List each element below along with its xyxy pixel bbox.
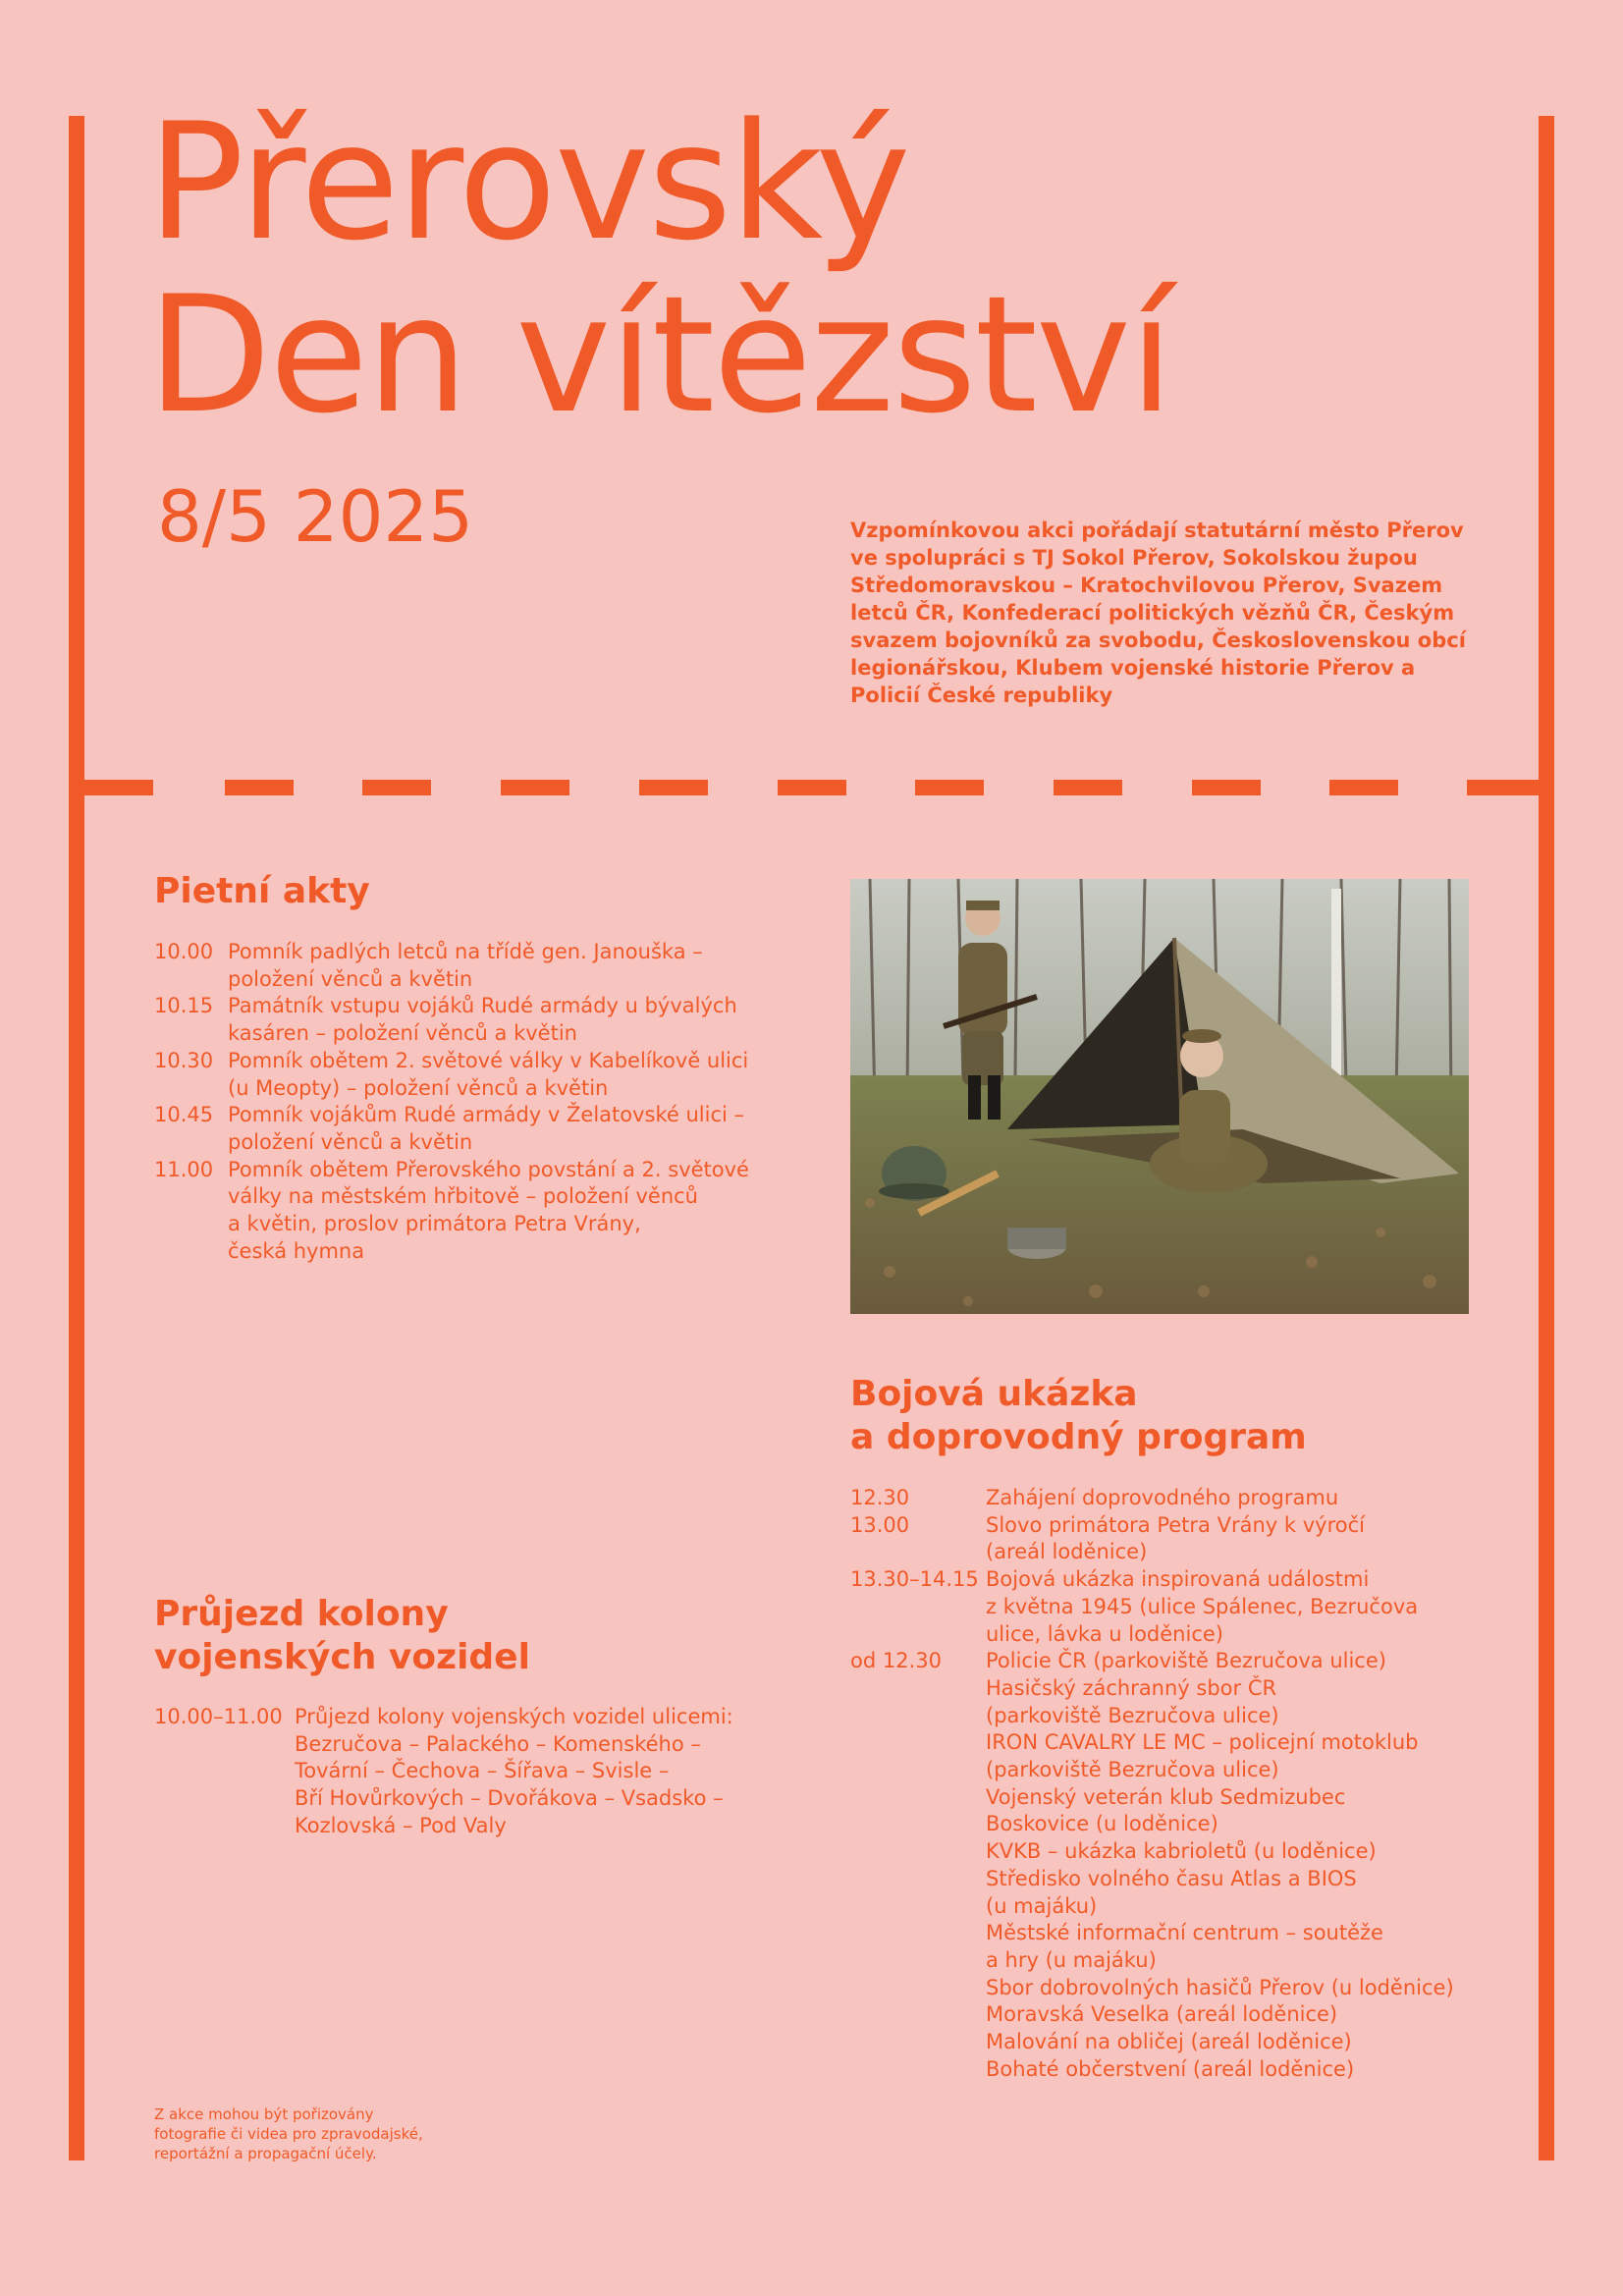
kolona-heading <box>154 1593 530 1679</box>
schedule-time: 10.45 <box>154 1103 214 1127</box>
organizers-text: Vzpomínkovou akci pořádají statutární město Přerov ve spolupráci s TJ Sokol Přerov, Sokolskou župou Středomoravskou – Kratochvilovou Přerov, Svazem letců ČR, Konfederací politických vězňů ČR, Českým svazem bojovníků za svobodu, Československou obcí legionářskou, Klubem vojenské historie Přerov a Policií České republiky <box>850 519 1466 707</box>
divider-dash <box>1192 780 1261 795</box>
schedule-text: Pomník vojákům Rudé armády v Želatovské ulici – položení věnců a květin <box>228 1103 745 1154</box>
divider-dash <box>501 780 569 795</box>
kolona-heading-line-2: vojenských vozidel <box>154 1637 530 1677</box>
divider-dash <box>639 780 708 795</box>
schedule-time: 10.00–11.00 <box>154 1705 283 1728</box>
schedule-text: Pomník padlých letců na třídě gen. Janouška – položení věnců a květin <box>228 940 703 991</box>
photo-disclaimer: Z akce mohou být pořizovány fotografie či videa pro zpravodajské, reportážní a propagační účely. <box>154 2105 423 2162</box>
schedule-time: 10.00 <box>154 940 214 963</box>
schedule-item <box>850 1648 1498 2083</box>
schedule-text: Zahájení doprovodného programu <box>986 1486 1339 1509</box>
divider-dash <box>1467 780 1539 795</box>
page-title <box>147 88 1172 449</box>
schedule-item <box>154 1157 783 1266</box>
event-photo <box>850 879 1469 1314</box>
pietni-schedule <box>154 939 783 1265</box>
frame-left-line <box>69 116 84 2160</box>
frame-right-line <box>1539 116 1554 2160</box>
program-heading-line-2: a doprovodný program <box>850 1417 1307 1457</box>
schedule-text: Policie ČR (parkoviště Bezručova ulice) Hasičský záchranný sbor ČR (parkoviště Bezručova ulice) IRON CAVALRY LE MC – policejní motoklub (parkoviště Bezručova ulice) Vojenský veterán klub Sedmizubec Boskovice (u loděnice) KVKB – ukázka kabrioletů (u loděnice) Středisko volného času Atlas a BIOS (u majáku) Městské informační centrum – soutěže a hry (u majáku) Sbor dobrovolných hasičů Přerov (u loděnice) Moravská Veselka (areál loděnice) Malování na obličej (areál loděnice) Bohaté občerstvení (areál loděnice) <box>986 1649 1454 2081</box>
divider-dash <box>778 780 846 795</box>
schedule-item <box>154 1704 802 1840</box>
schedule-time: od 12.30 <box>850 1649 942 1673</box>
schedule-text: Bojová ukázka inspirovaná událostmi z května 1945 (ulice Spálenec, Bezručova ulice, lávka u loděnice) <box>986 1567 1419 1646</box>
divider-dash <box>915 780 984 795</box>
schedule-item <box>850 1512 1498 1566</box>
schedule-item <box>154 993 783 1047</box>
divider-dash <box>1329 780 1398 795</box>
divider-dash <box>225 780 294 795</box>
schedule-time: 10.15 <box>154 994 214 1018</box>
soldiers-tent-photo <box>850 879 1469 1314</box>
schedule-item <box>154 1048 783 1102</box>
schedule-text: Památník vstupu vojáků Rudé armády u bývalých kasáren – položení věnců a květin <box>228 994 737 1046</box>
program-schedule <box>850 1485 1498 2083</box>
schedule-text: Průjezd kolony vojenských vozidel ulicemi: Bezručova – Palackého – Komenského – Tovární – Čechova – Šířava – Svisle – Bří Hovůrkových – Dvořákova – Vsadsko – Kozlovská – Pod Valy <box>295 1705 733 1837</box>
title-line-1: Přerovský <box>147 88 909 276</box>
schedule-item <box>850 1566 1498 1648</box>
divider-dash <box>362 780 431 795</box>
schedule-text: Slovo primátora Petra Vrány k výročí (areál loděnice) <box>986 1512 1365 1564</box>
schedule-time: 12.30 <box>850 1486 910 1509</box>
divider-dash <box>84 780 153 795</box>
schedule-item <box>850 1485 1498 1512</box>
pietni-heading-text: Pietní akty <box>154 871 370 911</box>
title-line-2: Den vítězství <box>147 261 1172 449</box>
schedule-time: 13.00 <box>850 1512 910 1537</box>
schedule-text: Pomník obětem Přerovského povstání a 2. světové války na městském hřbitově – položení věnců a květin, proslov primátora Petra Vrány, česká hymna <box>228 1157 749 1263</box>
schedule-item <box>154 1102 783 1156</box>
kolona-schedule <box>154 1704 802 1840</box>
program-heading-line-1: Bojová ukázka <box>850 1374 1138 1414</box>
schedule-text: Pomník obětem 2. světové války v Kabelíkově ulici (u Meopty) – položení věnců a květin <box>228 1048 749 1100</box>
schedule-time: 10.30 <box>154 1048 214 1072</box>
dashed-divider <box>84 780 1539 795</box>
divider-dash <box>1054 780 1122 795</box>
program-heading <box>850 1373 1307 1459</box>
pietni-heading <box>154 870 370 913</box>
schedule-time: 11.00 <box>154 1157 214 1181</box>
schedule-item <box>154 939 783 993</box>
event-date: 8/5 2025 <box>157 475 473 558</box>
kolona-heading-line-1: Průjezd kolony <box>154 1594 449 1634</box>
schedule-time: 13.30–14.15 <box>850 1567 979 1592</box>
